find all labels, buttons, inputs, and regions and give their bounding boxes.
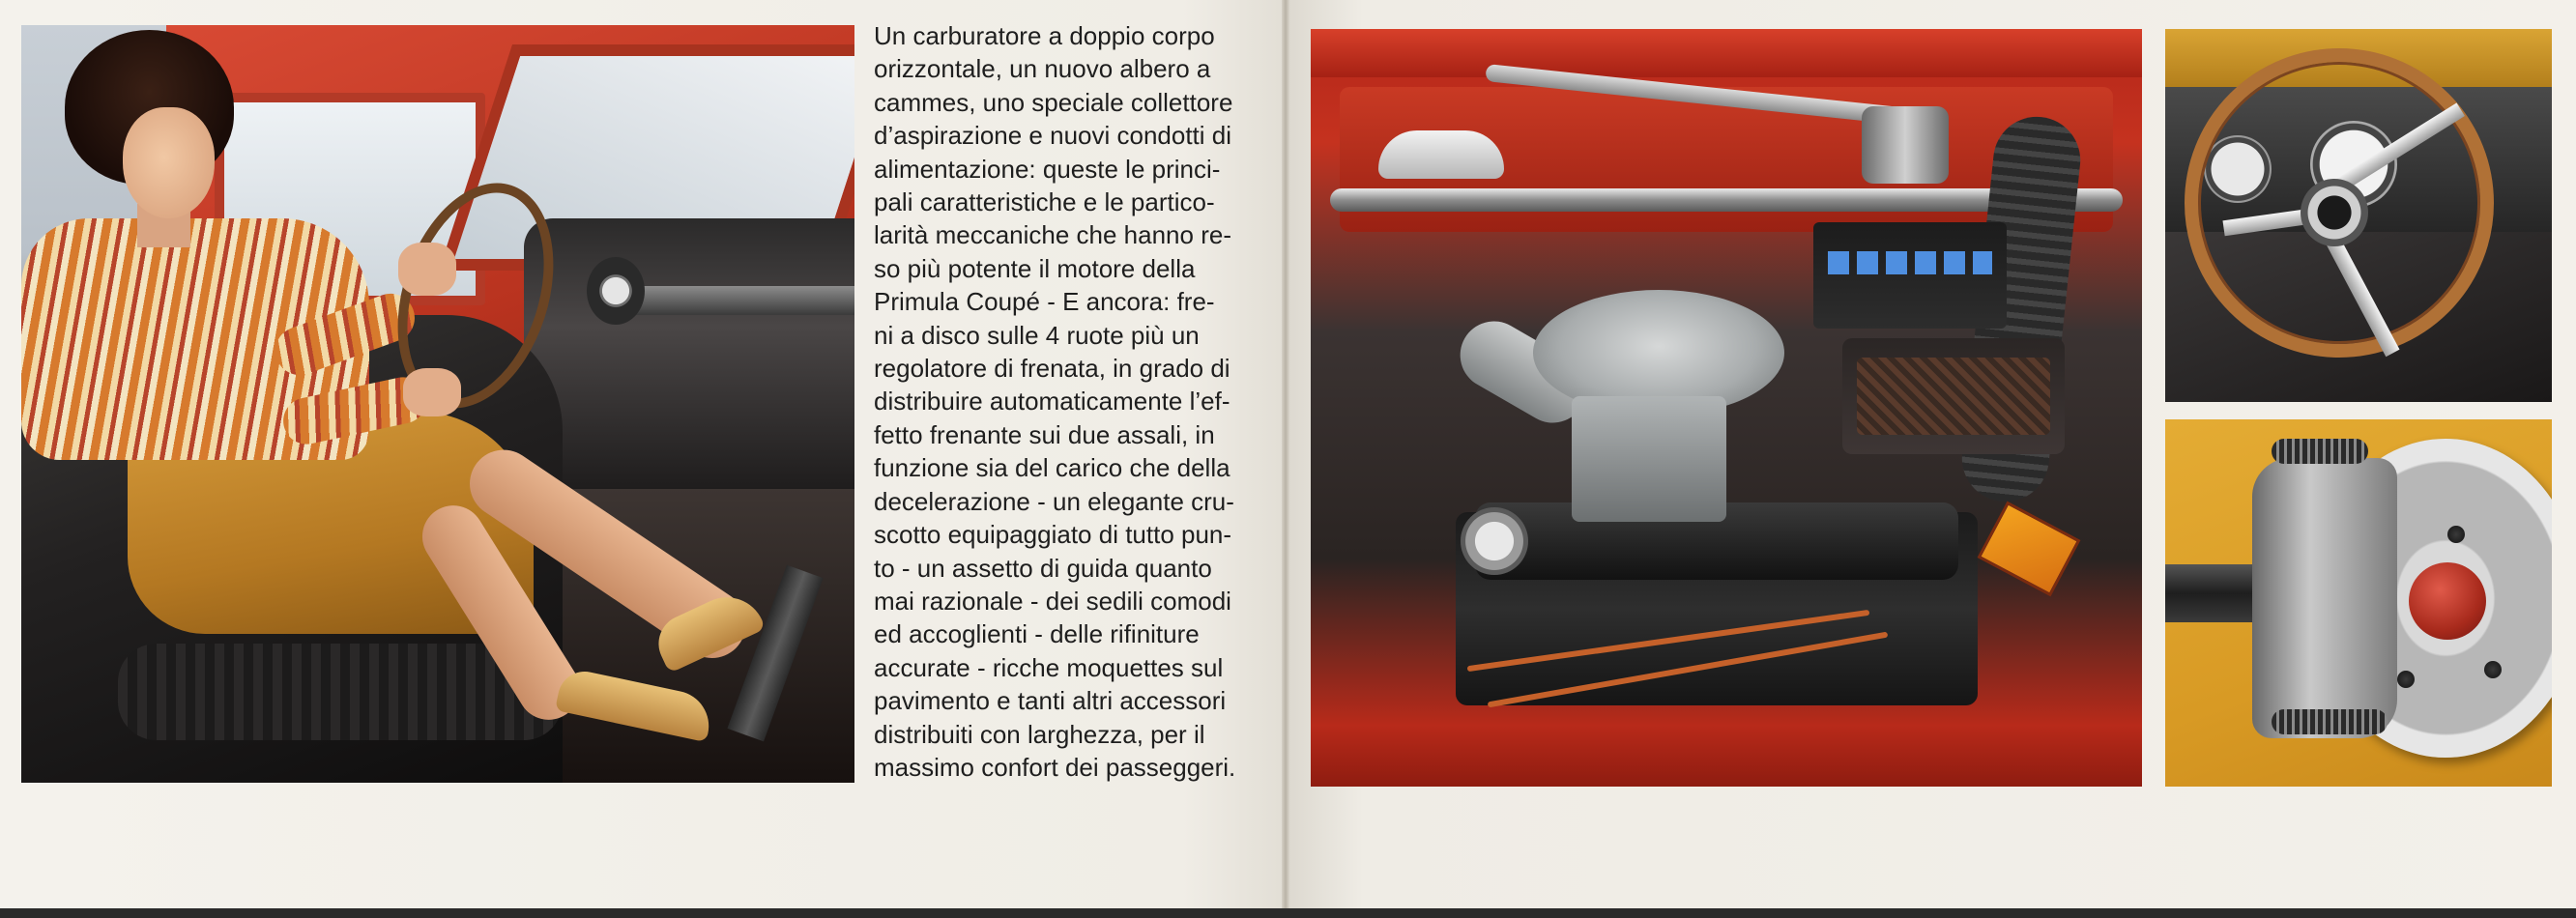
text-line: decelerazione - un elegante cru-: [874, 486, 1234, 516]
hand: [403, 368, 461, 416]
wheel-stud: [2484, 661, 2502, 678]
face: [123, 107, 215, 218]
hand: [398, 243, 456, 296]
instrument-cluster: [587, 257, 645, 325]
text-line: fetto frenante sui due assali, in: [874, 419, 1215, 449]
text-line: regolatore di frenata, in grado di: [874, 354, 1230, 384]
text-line: funzione sia del carico che della: [874, 453, 1230, 483]
engine-bay-photo: [1311, 29, 2142, 787]
text-line: scotto equipaggiato di tutto pun-: [874, 520, 1232, 550]
text-line: Un carburatore a doppio corpo: [874, 21, 1215, 50]
text-line: accurate - ricche moquettes sul: [874, 652, 1224, 682]
wheel-stud: [2447, 526, 2465, 543]
text-line: mai razionale - dei sedili comodi: [874, 586, 1231, 616]
text-line: massimo confort dei passeggeri.: [874, 752, 1236, 782]
text-line: to - un assetto di guida quanto: [874, 553, 1212, 583]
text-line: Primula Coupé - E ancora: fre-: [874, 287, 1215, 317]
steering-wheel-photo: [2165, 29, 2552, 402]
center-fold: [1282, 0, 1289, 918]
red-hub-cap: [2409, 562, 2486, 640]
oil-filler-cap: [1461, 507, 1528, 575]
dashboard: [524, 218, 854, 489]
text-line: d’aspirazione e nuovi condotti di: [874, 121, 1232, 151]
battery: [1813, 222, 2007, 329]
magneti-marelli-plate: [1857, 358, 2050, 435]
warning-label: [1978, 502, 2081, 597]
hood-edge: [1311, 29, 2142, 77]
brake-caliper: [2252, 458, 2397, 738]
text-line: ed accoglienti - delle rifiniture: [874, 619, 1200, 649]
return-spring: [2272, 709, 2388, 734]
brochure-body-text: [874, 19, 1270, 784]
text-line: distribuire automaticamente l’ef-: [874, 387, 1230, 416]
text-line: pali caratteristiche e le partico-: [874, 187, 1215, 217]
driver-interior-photo: [21, 25, 854, 783]
fluid-reservoir: [1378, 130, 1504, 179]
text-line: cammes, uno speciale collettore: [874, 87, 1233, 117]
front-panel: [1311, 725, 2142, 787]
battery-caps: [1828, 251, 1992, 274]
text-line: pavimento e tanti altri accessori: [874, 686, 1227, 716]
text-line: distribuiti con larghezza, per il: [874, 719, 1205, 749]
scan-edge: [0, 908, 2576, 918]
horn-button: [2301, 179, 2368, 246]
text-line: ni a disco sulle 4 ruote più un: [874, 320, 1200, 350]
wheel-stud: [2397, 671, 2415, 688]
text-line: larità meccaniche che hanno re-: [874, 220, 1231, 250]
text-line: alimentazione: queste le princi-: [874, 154, 1221, 184]
text-line: orizzontale, un nuovo albero a: [874, 54, 1211, 84]
text-line: so più potente il motore della: [874, 253, 1196, 283]
disc-brake-photo: [2165, 419, 2552, 787]
ignition-coil: [1862, 106, 1949, 184]
twin-carburetor: [1572, 396, 1726, 522]
return-spring: [2272, 439, 2368, 464]
